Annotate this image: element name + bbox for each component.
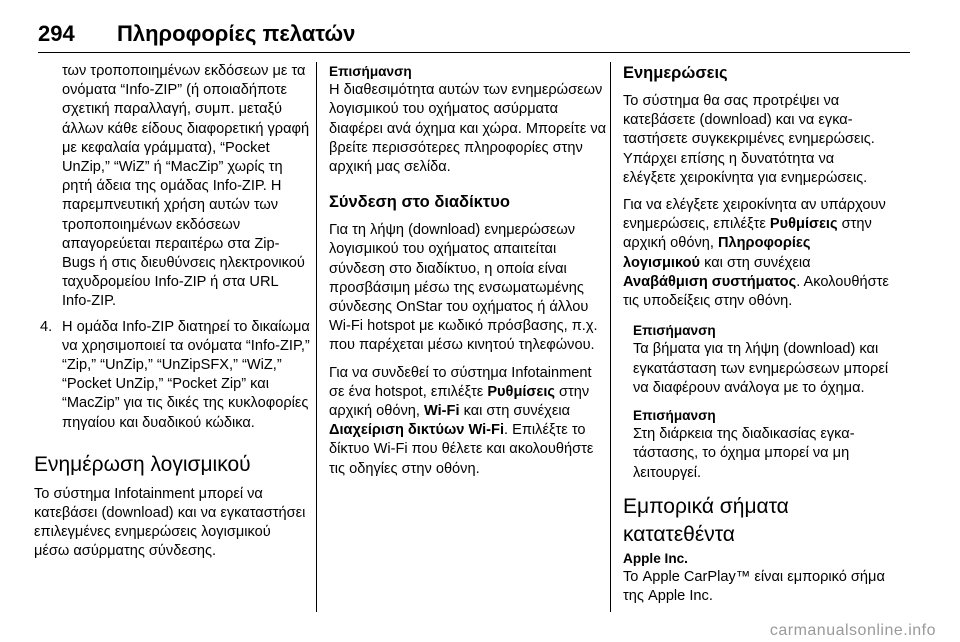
column-divider <box>316 62 317 612</box>
menu-ref-wifi: Wi-Fi <box>423 403 460 420</box>
note <box>623 406 891 483</box>
license-continuation: των τροποποιημένων εκδόσεων με τα ονόματα “Info-ZIP” (ή οποιαδήποτε σχετική παραλλαγή, συμπ. μεταξύ άλλων κάθε είδους διαφορετική γραφή με κεφαλαία γράμματα), “Pocket UnZip,” “WiZ” ή “MacZip” χωρίς τη ρητή άδεια της ομάδας Info-ZIP. Η παρεμπνευτική χρήση αυτών των τροποποιημένων εκδόσεων απαγορεύεται περαιτέρω στα Zip-Bugs ή στις διευθύνσεις ηλεκτρονικού ταχυδρομείου Info-ZIP ή στα URL Info-ZIP. <box>62 63 310 310</box>
note-title: Επισήμανση <box>633 408 716 424</box>
running-title: Πληροφορίες πελατών <box>117 21 356 46</box>
text-run: και στη συνέχεια <box>459 403 571 420</box>
menu-ref-settings: Ρυθμίσεις <box>769 216 838 233</box>
text-run: στην αρχική οθόνη, <box>329 383 590 420</box>
page-header <box>38 20 910 50</box>
text-run: στην αρχική οθόνη, <box>623 216 872 252</box>
note-text: Η διαθεσιμότητα αυτών των ενημερώσεων λογισμικού του οχήματος ασύρματα διαφέρει ανά όχημα και χώρα. Μπορείτε να βρείτε περισσότερες πληροφορίες στην αρχική μας σελίδα. <box>329 82 607 176</box>
text-run: και στη συνέχεια <box>700 254 811 271</box>
note-text: Στη διάρκεια της διαδικασίας εγκατάστασης, το όχημα μπορεί να μη λειτουργεί. <box>633 426 855 481</box>
list-item-text: Η ομάδα Info-ZIP διατηρεί το δικαίωμα να χρησιμοποιεί τα ονόματα “Info-ZIP,” “Zip,” “UnZip,” “UnZipSFX,” “WiZ,” “Pocket UnZip,” “Pocket Zip” και “MacZip” για τις δικές της κυκλοφορίες πηγαίου και δυαδικού κώδικα. <box>62 318 310 431</box>
note <box>329 62 609 177</box>
page-number: 294 <box>38 21 75 46</box>
menu-ref-manage-wifi: Διαχείριση δικτύων Wi-Fi <box>329 422 505 439</box>
watermark: carmanualsonline.info <box>769 622 936 639</box>
note <box>623 321 891 398</box>
note-title: Επισήμανση <box>633 323 716 339</box>
section-title-updates: Ενημερώσεις <box>623 64 728 82</box>
list-number: 4. <box>40 318 53 335</box>
note-text: Τα βήματα για τη λήψη (download) και εγκατάσταση των ενημερώσεων μπορεί να διαφέρουν ανάλογα με το όχημα. <box>633 341 889 396</box>
text-run: . Ακολουθήστε τις υποδείξεις στην οθόνη. <box>623 273 889 310</box>
trademark-text: Το Apple CarPlay™ είναι εμπορικό σήμα της Apple Inc. <box>623 569 885 605</box>
section-title-software-update: Ενημέρωση λογισμικού <box>34 452 251 476</box>
column-divider <box>610 62 611 612</box>
column-middle <box>329 62 609 622</box>
internet-para-2 <box>329 364 609 479</box>
section-title-internet: Σύνδεση στο διαδίκτυο <box>329 193 510 212</box>
menu-ref-settings: Ρυθμίσεις <box>487 383 555 400</box>
text-run: . Επιλέξτε το δίκτυο Wi-Fi που θέλετε και ακολουθήστε τις οδηγίες στην οθόνη. <box>329 422 594 477</box>
menu-ref-system-upgrade: Αναβάθμιση συστήματος <box>623 273 797 290</box>
text-run: Για να ελέγξετε χειροκίνητα αν υπάρχουν ενημερώσεις, επιλέξτε <box>623 197 886 233</box>
updates-para-1: Το σύστημα θα σας προτρέψει να κατεβάσετε (download) και να εγκαταστήσετε συγκεκριμένες ενημερώσεις. Υπάρχει επίσης η δυνατότητα να ελέγξετε χειροκίνητα για ενημερώσεις. <box>623 93 875 186</box>
updates-para-2 <box>623 196 891 311</box>
internet-para-1: Για τη λήψη (download) ενημερώσεων λογισμικού του οχήματος απαιτείται σύνδεση στο διαδίκτυο, η οποία είναι προσβάσιμη μέσω της ενσωματωμένης σύνδεσης OnStar του οχήματος ή άλλου Wi-Fi hotspot με κωδικό πρόσβασης, π.χ. που παρέχεται μέσω κινητού τηλεφώνου. <box>329 222 598 354</box>
company-name: Apple Inc. <box>623 550 688 566</box>
header-rule <box>38 52 910 53</box>
text-run: Για να συνδεθεί το σύστημα Infotainment σε ένα hotspot, επιλέξτε <box>329 364 592 400</box>
menu-ref-software-info: Πληροφορίες λογισμικού <box>623 235 811 271</box>
software-update-text: Το σύστημα Infotainment μπορεί να κατεβάσει (download) και να εγκαταστήσει επιλεγμένες ενημερώσεις λογισμικού μέσω ασύρματης σύνδεσης. <box>34 485 306 560</box>
column-left <box>34 62 310 622</box>
note-title: Επισήμανση <box>329 64 412 79</box>
section-title-trademarks: Εμπορικά σήματα κατατεθέντα <box>623 494 789 546</box>
list-item-4 <box>34 318 310 433</box>
column-right <box>623 62 891 622</box>
